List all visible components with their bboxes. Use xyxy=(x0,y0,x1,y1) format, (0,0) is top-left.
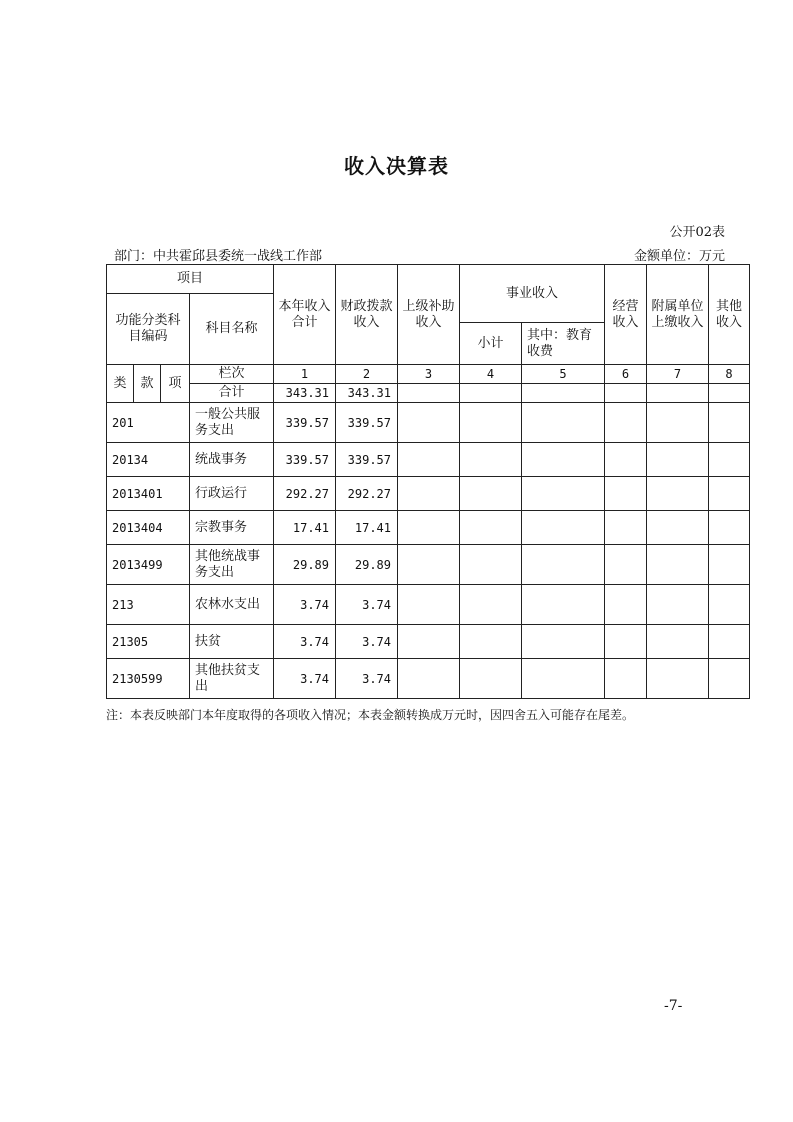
table-note: 注：本表反映部门本年度取得的各项收入情况；本表金额转换成万元时，因四舍五入可能存在尾差。 xyxy=(106,708,635,722)
row-fiscal: 339.57 xyxy=(336,403,398,443)
row-total: 3.74 xyxy=(274,659,336,699)
table-row xyxy=(107,403,750,443)
col-number: 8 xyxy=(709,365,750,384)
row-fiscal: 3.74 xyxy=(336,659,398,699)
header-kuan: 款 xyxy=(134,365,161,403)
header-business-income: 事业收入 xyxy=(460,265,605,323)
row-total: 17.41 xyxy=(274,511,336,545)
col-number: 6 xyxy=(605,365,647,384)
row-code: 2013404 xyxy=(107,511,190,545)
header-subject-name: 科目名称 xyxy=(190,294,274,365)
row-name: 一般公共服务支出 xyxy=(190,403,274,443)
table-row xyxy=(107,545,750,585)
header-edu-fee: 其中：教育收费 xyxy=(522,323,605,365)
row-name: 农林水支出 xyxy=(190,585,274,625)
table-code: 公开02表 xyxy=(669,225,725,240)
header-subtotal: 小计 xyxy=(460,323,522,365)
header-lei: 类 xyxy=(107,365,134,403)
col-number: 2 xyxy=(336,365,398,384)
col-number: 3 xyxy=(398,365,460,384)
table-row xyxy=(107,477,750,511)
total-row-total: 343.31 xyxy=(274,384,336,403)
total-row-label: 合计 xyxy=(190,384,274,403)
page-number: -7- xyxy=(664,998,683,1014)
row-total: 339.57 xyxy=(274,443,336,477)
header-operating-income: 经营收入 xyxy=(605,265,647,365)
department-label: 部门：中共霍邱县委统一战线工作部 xyxy=(114,249,323,264)
header-superior-subsidy: 上级补助收入 xyxy=(398,265,460,365)
row-fiscal: 339.57 xyxy=(336,443,398,477)
total-row-fiscal: 343.31 xyxy=(336,384,398,403)
row-fiscal: 29.89 xyxy=(336,545,398,585)
income-final-account-table xyxy=(106,264,750,699)
header-column-label: 栏次 xyxy=(190,365,274,384)
header-xiang: 项 xyxy=(161,365,190,403)
row-code: 2130599 xyxy=(107,659,190,699)
row-code: 213 xyxy=(107,585,190,625)
row-name: 其他统战事务支出 xyxy=(190,545,274,585)
header-item: 项目 xyxy=(107,265,274,294)
row-name: 行政运行 xyxy=(190,477,274,511)
row-name: 宗教事务 xyxy=(190,511,274,545)
header-func-code: 功能分类科目编码 xyxy=(107,294,190,365)
table-row xyxy=(107,443,750,477)
col-number: 4 xyxy=(460,365,522,384)
col-number: 7 xyxy=(647,365,709,384)
col-number: 5 xyxy=(522,365,605,384)
row-code: 2013401 xyxy=(107,477,190,511)
row-name: 其他扶贫支出 xyxy=(190,659,274,699)
row-name: 扶贫 xyxy=(190,625,274,659)
header-fiscal-allocation: 财政拨款收入 xyxy=(336,265,398,365)
table-row xyxy=(107,659,750,699)
table-row xyxy=(107,585,750,625)
header-affiliated-income: 附属单位上缴收入 xyxy=(647,265,709,365)
row-code: 20134 xyxy=(107,443,190,477)
amount-unit-label: 金额单位：万元 xyxy=(633,249,725,264)
row-total: 339.57 xyxy=(274,403,336,443)
row-fiscal: 3.74 xyxy=(336,585,398,625)
col-number: 1 xyxy=(274,365,336,384)
row-fiscal: 17.41 xyxy=(336,511,398,545)
row-code: 201 xyxy=(107,403,190,443)
row-code: 21305 xyxy=(107,625,190,659)
table-row xyxy=(107,625,750,659)
header-total-income: 本年收入合计 xyxy=(274,265,336,365)
row-total: 3.74 xyxy=(274,625,336,659)
table-row xyxy=(107,511,750,545)
row-code: 2013499 xyxy=(107,545,190,585)
header-other-income: 其他收入 xyxy=(709,265,750,365)
page-title: 收入决算表 xyxy=(344,154,449,178)
row-fiscal: 292.27 xyxy=(336,477,398,511)
row-name: 统战事务 xyxy=(190,443,274,477)
row-fiscal: 3.74 xyxy=(336,625,398,659)
row-total: 292.27 xyxy=(274,477,336,511)
row-total: 29.89 xyxy=(274,545,336,585)
row-total: 3.74 xyxy=(274,585,336,625)
